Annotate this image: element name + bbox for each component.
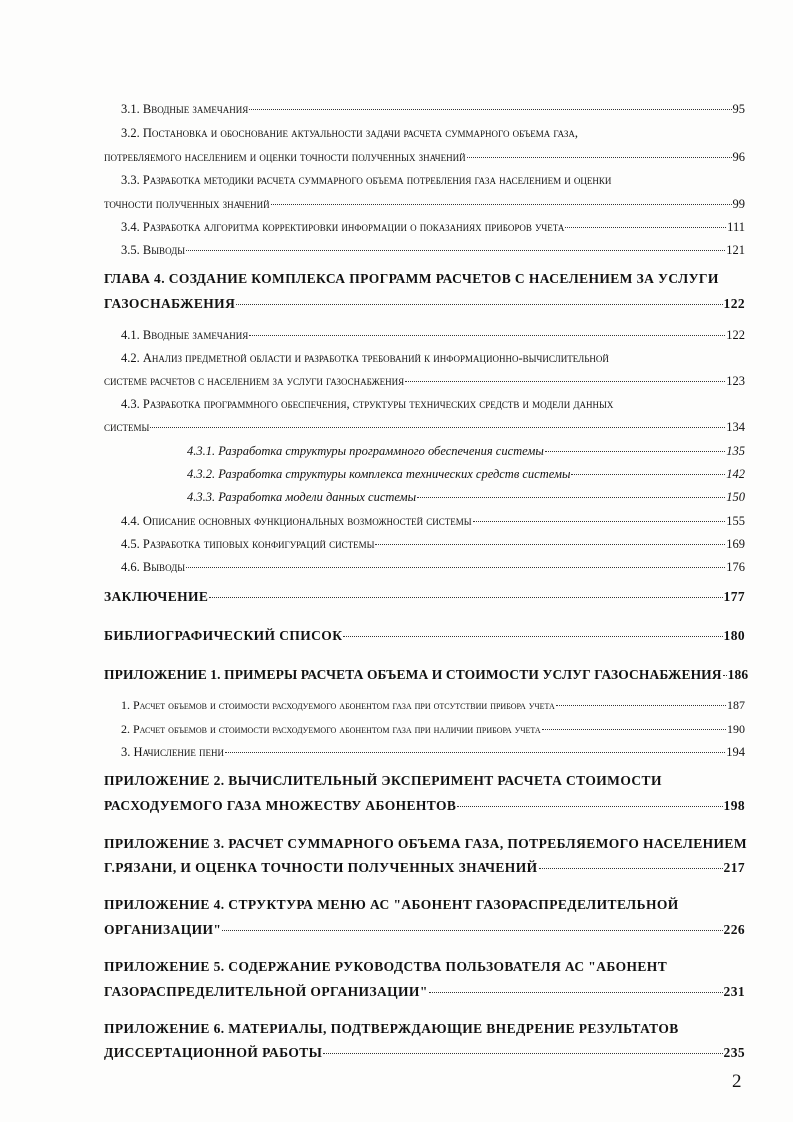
toc-appendix-3-line2: Г.РЯЗАНИ, И ОЦЕНКА ТОЧНОСТИ ПОЛУЧЕННЫХ ЗНАЧЕНИЙ 217 [104, 860, 745, 875]
toc-chapter-4-line2: ГАЗОСНАБЖЕНИЯ 122 [104, 296, 745, 311]
toc-entry-4-3-1: 4.3.1. Разработка структуры программного обеспечения системы 135 [187, 444, 745, 458]
toc-entry-4-5: 4.5. Разработка типовых конфигураций системы 169 [121, 537, 745, 551]
toc-conclusion: ЗАКЛЮЧЕНИЕ 177 [104, 589, 745, 604]
toc-entry-4-3-2: 4.3.2. Разработка структуры комплекса технических средств системы 142 [187, 467, 745, 481]
toc-entry-4-4: 4.4. Описание основных функциональных возможностей системы 155 [121, 514, 745, 528]
toc-entry-4-3-3: 4.3.3. Разработка модели данных системы 150 [187, 490, 745, 504]
toc-appendix-1-item-3: 3. Начисление пени 194 [121, 745, 745, 759]
toc-entry-4-1: 4.1. Вводные замечания 122 [121, 328, 745, 342]
toc-appendix-6-line2: ДИССЕРТАЦИОННОЙ РАБОТЫ 235 [104, 1045, 745, 1060]
toc-appendix-5-line1: ПРИЛОЖЕНИЕ 5. СОДЕРЖАНИЕ РУКОВОДСТВА ПОЛЬЗОВАТЕЛЯ АС "АБОНЕНТ [104, 959, 668, 974]
page-number: 2 [732, 1071, 742, 1092]
toc-entry-4-2-line2: системе расчетов с населением за услуги газоснабжения 123 [104, 374, 745, 388]
toc-appendix-1-item-2: 2. Расчет объемов и стоимости расходуемого абонентом газа при наличии прибора учета 190 [121, 722, 745, 736]
toc-appendix-5-line2: ГАЗОРАСПРЕДЕЛИТЕЛЬНОЙ ОРГАНИЗАЦИИ" 231 [104, 984, 745, 999]
toc-appendix-4-line1: ПРИЛОЖЕНИЕ 4. СТРУКТУРА МЕНЮ АС "АБОНЕНТ ГАЗОРАСПРЕДЕЛИТЕЛЬНОЙ [104, 897, 679, 912]
toc-entry-3-2-line2: потребляемого населением и оценки точности полученных значений 96 [104, 150, 745, 164]
toc-entry-3-3-line2: точности полученных значений 99 [104, 197, 745, 211]
toc-appendix-6-line1: ПРИЛОЖЕНИЕ 6. МАТЕРИАЛЫ, ПОДТВЕРЖДАЮЩИЕ ВНЕДРЕНИЕ РЕЗУЛЬТАТОВ [104, 1021, 679, 1036]
toc-entry-3-3-line1: 3.3. Разработка методики расчета суммарного объема потребления газа населением и оценки [121, 173, 612, 187]
toc-entry-3-5: 3.5. Выводы 121 [121, 243, 745, 257]
toc-entry-3-1: 3.1. Вводные замечания 95 [121, 102, 745, 116]
toc-entry-3-2-line1: 3.2. Постановка и обоснование актуальности задачи расчета суммарного объема газа, [121, 126, 579, 140]
toc-entry-4-6: 4.6. Выводы 176 [121, 560, 745, 574]
toc-entry-4-3-line2: системы 134 [104, 420, 745, 434]
toc-appendix-2-line2: РАСХОДУЕМОГО ГАЗА МНОЖЕСТВУ АБОНЕНТОВ 198 [104, 798, 745, 813]
toc-bibliography: БИБЛИОГРАФИЧЕСКИЙ СПИСОК 180 [104, 628, 745, 643]
toc-appendix-3-line1: ПРИЛОЖЕНИЕ 3. РАСЧЕТ СУММАРНОГО ОБЪЕМА ГАЗА, ПОТРЕБЛЯЕМОГО НАСЕЛЕНИЕМ [104, 836, 747, 851]
toc-appendix-1-item-1: 1. Расчет объемов и стоимости расходуемого абонентом газа при отсутствии прибора учета 187 [121, 698, 745, 712]
toc-chapter-4-line1: ГЛАВА 4. СОЗДАНИЕ КОМПЛЕКСА ПРОГРАММ РАСЧЕТОВ С НАСЕЛЕНИЕМ ЗА УСЛУГИ [104, 271, 719, 286]
toc-entry-4-2-line1: 4.2. Анализ предметной области и разработка требований к информационно-вычислительной [121, 351, 609, 365]
toc-entry-3-4: 3.4. Разработка алгоритма корректировки информации о показаниях приборов учета 111 [121, 220, 745, 234]
toc-appendix-4-line2: ОРГАНИЗАЦИИ" 226 [104, 922, 745, 937]
toc-appendix-2-line1: ПРИЛОЖЕНИЕ 2. ВЫЧИСЛИТЕЛЬНЫЙ ЭКСПЕРИМЕНТ РАСЧЕТА СТОИМОСТИ [104, 773, 662, 788]
toc-appendix-1: ПРИЛОЖЕНИЕ 1. ПРИМЕРЫ РАСЧЕТА ОБЪЕМА И СТОИМОСТИ УСЛУГ ГАЗОСНАБЖЕНИЯ 186 [104, 667, 749, 682]
toc-entry-4-3-line1: 4.3. Разработка программного обеспечения, структуры технических средств и модели данных [121, 397, 614, 411]
